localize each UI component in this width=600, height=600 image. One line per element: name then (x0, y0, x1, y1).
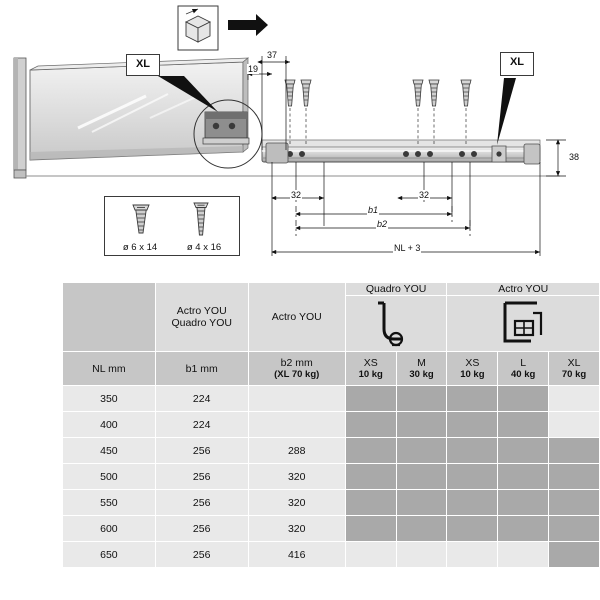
dim-32-left-label (290, 190, 302, 200)
cell-availability (447, 438, 498, 464)
callout-xl-left-label: XL (135, 58, 151, 70)
cell-availability (498, 438, 549, 464)
cell-availability (549, 490, 600, 516)
group-quadro-you-label: Quadro YOU (365, 283, 427, 295)
spec-table (62, 282, 600, 568)
cell-b1: 256 (155, 490, 248, 516)
dim-nl3-text: NL + 3 (394, 243, 421, 253)
quadro-you-profile-icon (368, 299, 424, 349)
dim-37-lines (258, 56, 290, 150)
screw-6x14-label: ø 6 x 14 (122, 242, 158, 253)
col-m-quadro-label: M (417, 357, 426, 369)
cell-availability (447, 464, 498, 490)
table-column-header-row (63, 352, 600, 386)
cell-availability (396, 516, 447, 542)
table-group-header-row (63, 283, 600, 296)
dim-19-text: 19 (248, 64, 259, 74)
cell-availability (345, 490, 396, 516)
col-m-quadro-sub: 30 kg (409, 369, 434, 380)
cell-b1: 256 (155, 542, 248, 568)
table-row (63, 438, 600, 464)
col-m-quadro (396, 352, 447, 386)
cell-availability (396, 464, 447, 490)
dim-19-label (247, 64, 259, 74)
quadro-you-icon-cell (345, 296, 447, 352)
cell-availability (498, 412, 549, 438)
col-xs-actro-label: XS (465, 357, 480, 369)
col-b2-sub: (XL 70 kg) (274, 369, 320, 380)
cell-availability (549, 412, 600, 438)
cell-availability (396, 490, 447, 516)
table-row (63, 490, 600, 516)
cell-availability (345, 542, 396, 568)
col-b1-label: b1 mm (185, 362, 218, 375)
cube-icon-graphic (178, 6, 268, 50)
dim-b2-label (376, 219, 388, 229)
cell-availability (549, 542, 600, 568)
cell-b2: 416 (248, 542, 345, 568)
table-row (63, 412, 600, 438)
col-xl-actro-sub: 70 kg (561, 369, 587, 380)
cell-availability (549, 438, 600, 464)
dim-38-label (568, 152, 580, 162)
cell-nl: 550 (63, 490, 156, 516)
screw-symbols (285, 80, 471, 146)
cell-availability (396, 412, 447, 438)
group-actro-you (447, 283, 600, 296)
col-l-actro (498, 352, 549, 386)
col-xs-actro (447, 352, 498, 386)
cell-b1: 224 (155, 386, 248, 412)
cabinet-base (14, 170, 560, 178)
dim-nl3-label (393, 243, 421, 253)
cell-b2: 288 (248, 438, 345, 464)
group-actro-quadro-line1: Actro YOU (176, 305, 227, 317)
cell-availability (345, 464, 396, 490)
table-row (63, 464, 600, 490)
callout-xl-right (500, 52, 534, 76)
cell-availability (345, 412, 396, 438)
cabinet-panel (14, 58, 26, 170)
cell-availability (345, 386, 396, 412)
cell-availability (447, 490, 498, 516)
col-xl-actro (549, 352, 600, 386)
callout-xl-left (126, 54, 160, 76)
dim-32-right-label (418, 190, 430, 200)
dim-37-text: 37 (267, 50, 278, 60)
dim-b1-label (367, 205, 379, 215)
cell-availability (396, 542, 447, 568)
spec-table-wrapper (62, 282, 600, 568)
cell-availability (396, 438, 447, 464)
col-xs-quadro (345, 352, 396, 386)
dim-32-left-text: 32 (291, 190, 302, 200)
cell-b2: 320 (248, 490, 345, 516)
drawer-runner (262, 140, 540, 164)
callout-xl-right-label: XL (509, 56, 525, 68)
col-b2 (248, 352, 345, 386)
cell-availability (345, 516, 396, 542)
dim-b1-text: b1 (368, 205, 379, 215)
cell-b2 (248, 386, 345, 412)
cell-b1: 256 (155, 438, 248, 464)
col-nl (63, 352, 156, 386)
col-xs-quadro-sub: 10 kg (358, 369, 383, 380)
cell-b1: 256 (155, 464, 248, 490)
cell-availability (549, 464, 600, 490)
cell-availability (447, 386, 498, 412)
dim-b2-text: b2 (377, 219, 388, 229)
dim-32-right-text: 32 (419, 190, 430, 200)
screw-6x14-caption (107, 242, 173, 253)
cell-nl: 650 (63, 542, 156, 568)
cell-availability (447, 542, 498, 568)
cell-availability (396, 386, 447, 412)
col-xl-actro-label: XL (567, 357, 581, 369)
cell-b1: 256 (155, 516, 248, 542)
screw-6x14-icon (133, 205, 149, 233)
spec-table-body (63, 386, 600, 568)
cell-b2: 320 (248, 464, 345, 490)
table-row (63, 386, 600, 412)
cell-availability (498, 542, 549, 568)
cell-availability (498, 386, 549, 412)
cell-availability (549, 516, 600, 542)
cell-availability (447, 412, 498, 438)
dim-37-label (266, 50, 278, 60)
group-actro-line1: Actro YOU (271, 311, 322, 323)
screw-4x16-caption (171, 242, 237, 253)
group-actro-quadro (155, 283, 248, 352)
cell-availability (498, 464, 549, 490)
drawing-svg (0, 0, 600, 278)
cell-availability (345, 438, 396, 464)
xl-right-leader (497, 78, 516, 145)
cell-nl: 400 (63, 412, 156, 438)
group-actro (248, 283, 345, 352)
dim-38-text: 38 (569, 152, 580, 162)
technical-drawing (0, 0, 600, 278)
dim-38-lines (546, 140, 566, 176)
col-nl-label: NL mm (92, 362, 126, 375)
cell-nl: 500 (63, 464, 156, 490)
group-actro-you-label: Actro YOU (498, 283, 549, 295)
group-actro-quadro-line2: Quadro YOU (171, 317, 232, 329)
cell-availability (549, 386, 600, 412)
cell-nl: 450 (63, 438, 156, 464)
cell-availability (447, 516, 498, 542)
table-row (63, 516, 600, 542)
col-xs-quadro-label: XS (363, 357, 378, 369)
col-l-actro-sub: 40 kg (511, 369, 536, 380)
col-b2-label: b2 mm (280, 357, 313, 369)
cell-b2: 320 (248, 516, 345, 542)
screw-4x16-label: ø 4 x 16 (186, 242, 222, 253)
actro-you-icon-cell (447, 296, 600, 352)
cell-b1: 224 (155, 412, 248, 438)
actro-you-profile-icon (485, 299, 561, 349)
col-xs-actro-sub: 10 kg (460, 369, 485, 380)
cell-availability (498, 490, 549, 516)
table-row (63, 542, 600, 568)
cell-nl: 350 (63, 386, 156, 412)
cell-b2 (248, 412, 345, 438)
screw-4x16-icon (194, 203, 208, 235)
cell-availability (498, 516, 549, 542)
col-b1 (155, 352, 248, 386)
cell-nl: 600 (63, 516, 156, 542)
group-cell-blank (63, 283, 156, 352)
group-quadro-you (345, 283, 447, 296)
col-l-actro-label: L (520, 357, 527, 369)
screw-legend-box (104, 196, 240, 256)
